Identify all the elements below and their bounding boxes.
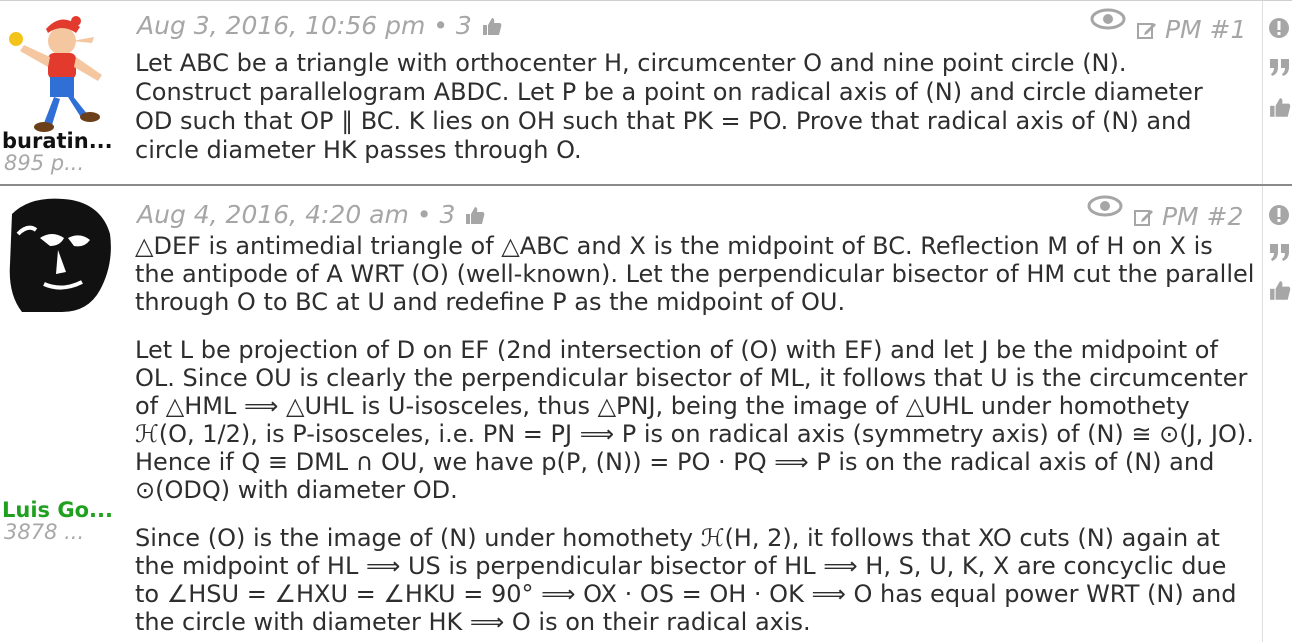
quote-icon[interactable]: [1269, 242, 1291, 262]
post-body: [135, 49, 1245, 165]
avatar[interactable]: [2, 194, 116, 314]
author-post-count: 895 p...: [4, 151, 85, 175]
exclamation-icon[interactable]: [1269, 204, 1289, 226]
author-name[interactable]: buratin...: [2, 129, 113, 153]
quote-icon[interactable]: [1269, 57, 1291, 77]
edit-icon: [1134, 207, 1154, 227]
author-post-count: 3878 ...: [4, 520, 85, 544]
pm-label: PM #1: [1164, 15, 1247, 44]
post-paragraph: Since (O) is the image of (N) under homothety ℋ(H, 2), it follows that XO cuts (N) again at the midpoint of HL ⟹ US is perpendicular bisector of HL ⟹ H, S, U, K, X are concyclic due to ∠HSU = ∠HXU = ∠HKU = 90° ⟹ OX · OS = OH · OK ⟹ O has equal power WRT (N) and the circle with diameter HK ⟹ O is on their radical axis.: [135, 524, 1237, 636]
pm-label: PM #2: [1161, 202, 1244, 231]
post-date: Aug 4, 2016, 4:20 am • 3: [137, 200, 456, 229]
pm-link[interactable]: [1134, 202, 1243, 231]
thumbs-up-icon[interactable]: [1269, 280, 1291, 302]
post-paragraph: Let ABC be a triangle with orthocenter H, circumcenter O and nine point circle (N). Construct parallelogram ABDC. Let P be a point on radical axis of (N) and circle diameter OD such that OP ∥ BC. K lies on OH such that PK = PO. Prove that radical axis of (N) and circle diameter HK passes through O.: [135, 49, 1203, 164]
edit-icon: [1137, 20, 1157, 40]
post-actions: [1262, 1, 1292, 184]
post-1: [0, 0, 1292, 184]
post-paragraph: Let L be projection of D on EF (2nd intersection of (O) with EF) and let J be the midpoint of OL. Since OU is clearly the perpendicular bisector of ML, it follows that U is the circumcenter of △HML ⟹ △UHL is U-isosceles, thus △PNJ, being the image of △UHL under homothety ℋ(O, 1/2), is P-isosceles, i.e. PN = PJ ⟹ P is on radical axis (symmetry axis) of (N) ≅ ⊙(J, JO). Hence if Q ≡ DML ∩ OU, we have p(P, (N)) = PO · PQ ⟹ P is on the radical axis of (N) and ⊙(ODQ) with diameter OD.: [135, 336, 1254, 504]
author-panel: [0, 186, 122, 642]
post-date: Aug 3, 2016, 10:56 pm • 3: [137, 11, 472, 40]
post-2: [0, 184, 1292, 642]
author-panel: [0, 1, 122, 184]
post-body: [135, 232, 1255, 636]
author-name[interactable]: Luis Go...: [2, 498, 113, 522]
eye-icon[interactable]: [1090, 7, 1126, 31]
post-header: [137, 200, 485, 229]
pm-link[interactable]: [1137, 15, 1246, 44]
thumbs-up-icon[interactable]: [1269, 97, 1291, 119]
eye-icon[interactable]: [1087, 194, 1123, 218]
avatar[interactable]: [2, 15, 116, 135]
thumbs-up-icon: [482, 17, 502, 37]
post-paragraph: △DEF is antimedial triangle of △ABC and X is the midpoint of BC. Reflection M of H on X is the antipode of A WRT (O) (well-known). Let the perpendicular bisector of HM cut the parallel through O to BC at U and redefine P as the midpoint of OU.: [135, 232, 1255, 316]
post-actions: [1262, 186, 1292, 642]
exclamation-icon[interactable]: [1269, 17, 1289, 39]
thumbs-up-icon: [465, 206, 485, 226]
post-header: [137, 11, 502, 40]
